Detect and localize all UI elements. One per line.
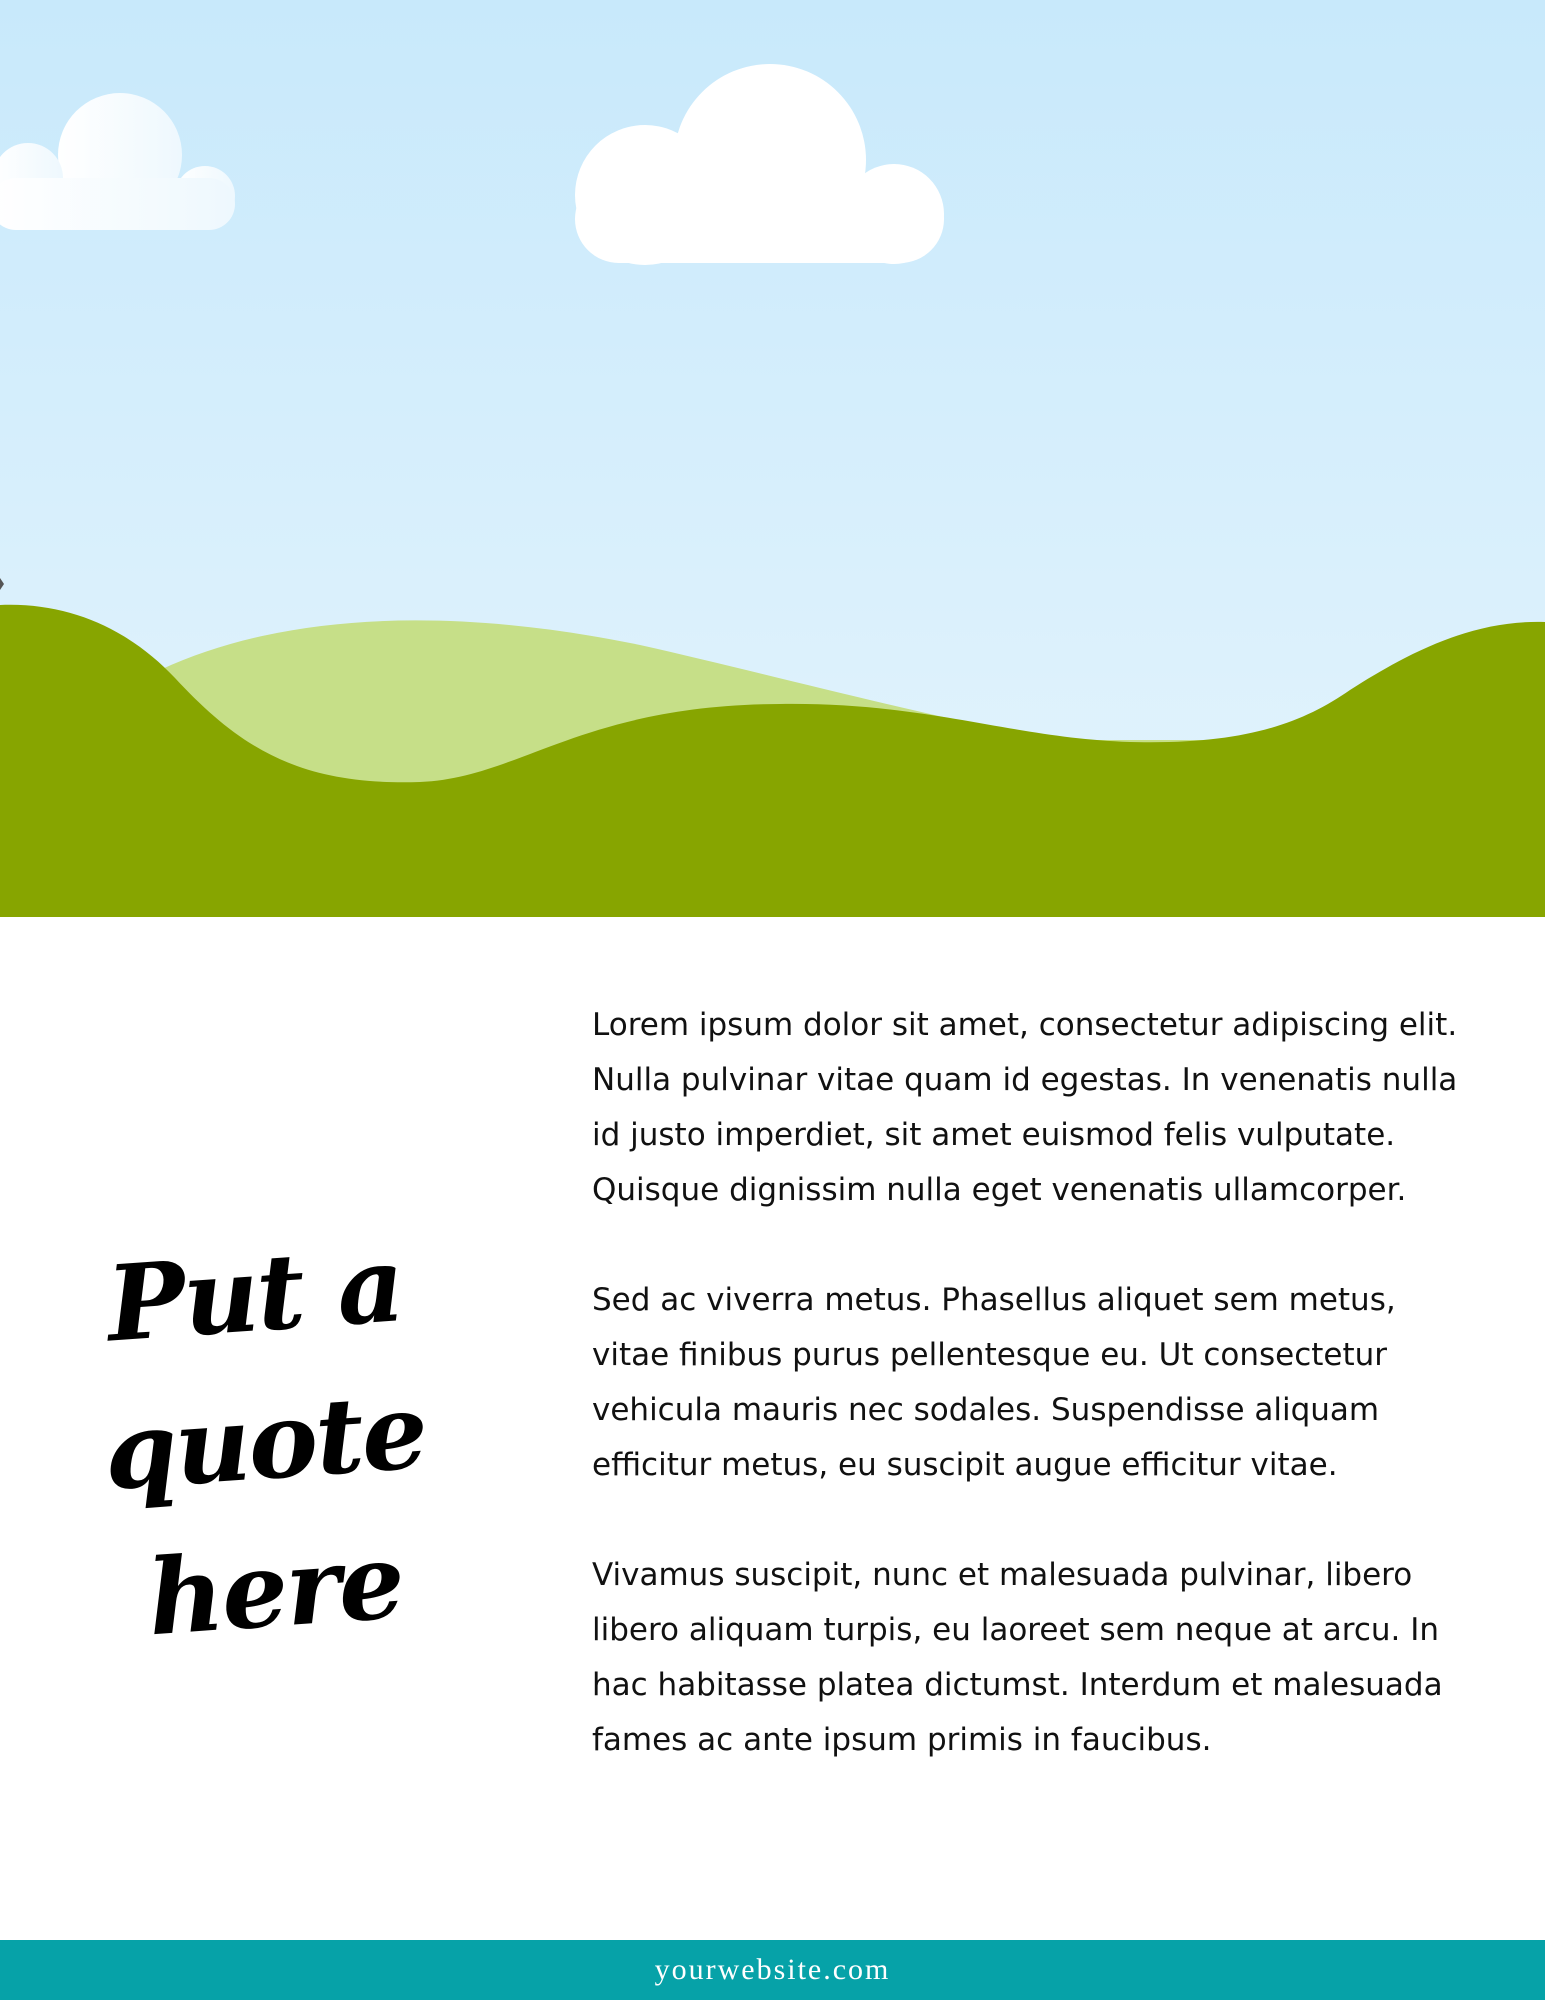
paragraph-3: Vivamus suscipit, nunc et malesuada pulvinar, libero libero aliquam turpis, eu laoreet sem neque at arcu. In hac habitasse platea dictumst. Interdum et malesuada fames ac ante ipsum primis in faucibus. [592,1557,1443,1758]
footer-bar [0,1940,1545,2000]
paragraph-2: Sed ac viverra metus. Phasellus aliquet sem metus, vitae finibus purus pellentesque eu. Ut consectetur vehicula mauris nec sodales. Suspendisse aliquam efficitur metus, eu suscipit augue efficitur vitae. [592,1282,1396,1483]
quote-line-1: Put a [102,1222,407,1366]
website-link[interactable]: yourwebsite.com [654,1953,891,1986]
body-text [592,998,1482,1823]
landscape-illustration [0,0,1545,917]
quote-line-2: quote here [100,1368,430,1660]
pull-quote [0,1202,545,1682]
paragraph-1: Lorem ipsum dolor sit amet, consectetur adipiscing elit. Nulla pulvinar vitae quam id egestas. In venenatis nulla id justo imperdiet, sit amet euismod felis vulputate. Quisque dignissim nulla eget venenatis ullamcorper. [592,1007,1458,1208]
